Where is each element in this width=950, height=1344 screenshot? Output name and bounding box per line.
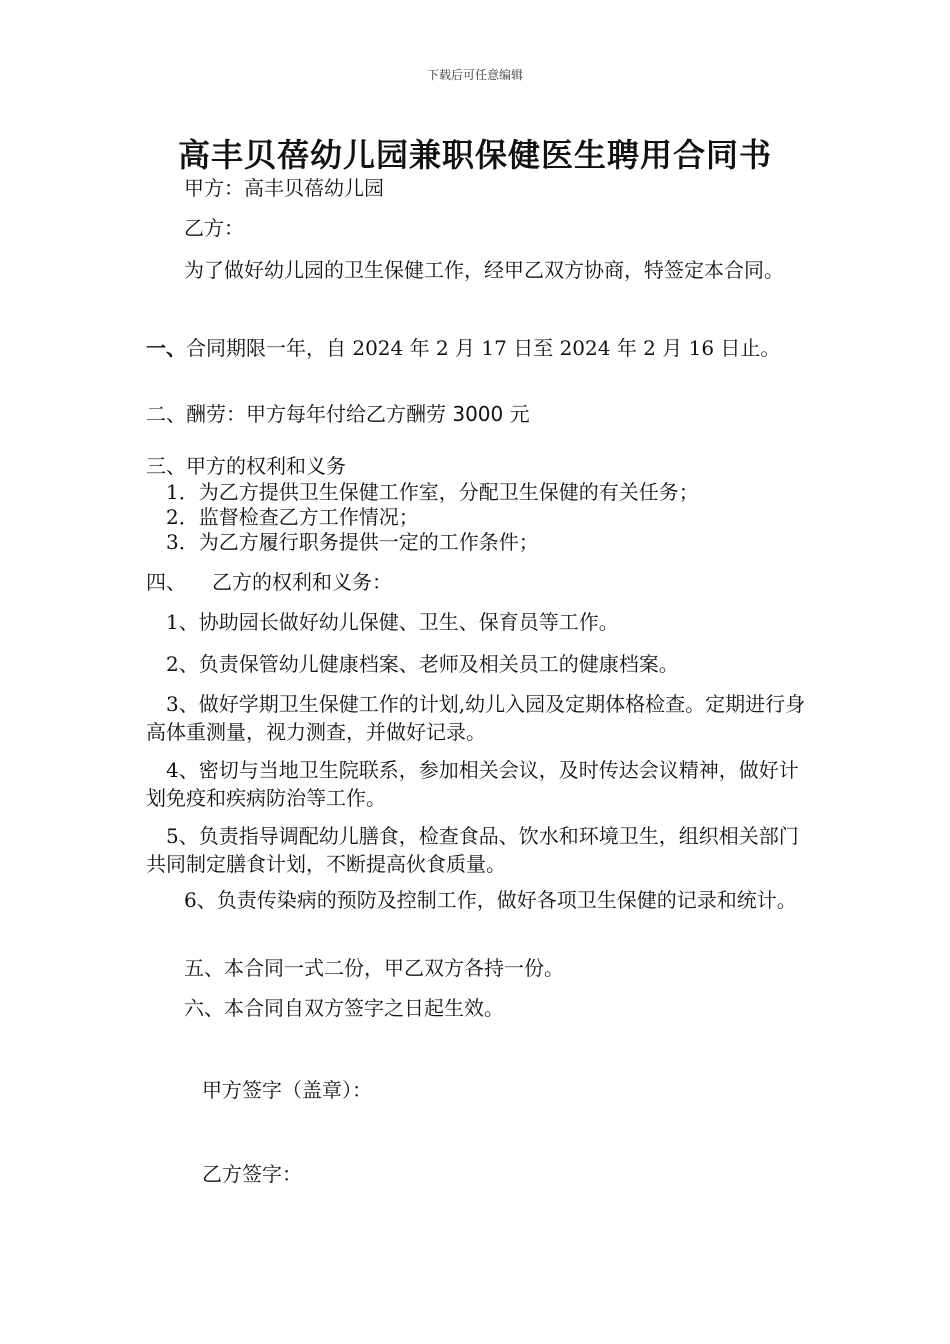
section-4-heading-line <box>146 568 392 596</box>
section-1 <box>146 334 780 362</box>
section-1-number: 一、 <box>146 336 186 360</box>
party-a-signature: 甲方签字（盖章）： <box>202 1078 372 1102</box>
section-3-item: 2．监督检查乙方工作情况； <box>166 505 419 529</box>
section-4-item: 5、负责指导调配幼儿膳食，检查食品、饮水和环境卫生，组织相关部门共同制定膳食计划，不断提高伙食质量。 <box>146 824 799 876</box>
header-note: 下载后可任意编辑 <box>426 68 523 82</box>
section-4-number: 四、 <box>146 570 186 594</box>
section-4-heading: 乙方的权利和义务： <box>212 570 392 594</box>
section-6: 六、本合同自双方签字之日起生效。 <box>184 996 504 1020</box>
section-3-item: 1．为乙方提供卫生保健工作室，分配卫生保健的有关任务； <box>166 480 699 504</box>
party-a-line: 甲方：高丰贝蓓幼儿园 <box>184 176 384 200</box>
section-3-item: 3．为乙方履行职务提供一定的工作条件； <box>166 530 539 554</box>
section-4-item: 3、做好学期卫生保健工作的计划,幼儿入园及定期体格检查。定期进行身高体重测量，视力测查，并做好记录。 <box>146 692 806 744</box>
section-3-heading: 三、甲方的权利和义务 <box>146 454 346 478</box>
section-1-text: 合同期限一年，自 2024 年 2 月 17 日至 2024 年 2 月 16 日止。 <box>186 336 781 360</box>
section-2: 二、酬劳：甲方每年付给乙方酬劳 3000 元 <box>146 402 530 426</box>
section-4-item: 6、负责传染病的预防及控制工作，做好各项卫生保健的记录和统计。 <box>184 888 797 912</box>
party-b-signature: 乙方签字： <box>202 1162 302 1186</box>
section-4-item: 2、负责保管幼儿健康档案、老师及相关员工的健康档案。 <box>166 652 679 676</box>
party-b-line: 乙方： <box>184 216 244 240</box>
intro-paragraph: 为了做好幼儿园的卫生保健工作，经甲乙双方协商，特签定本合同。 <box>184 258 784 282</box>
document-title: 高丰贝蓓幼儿园兼职保健医生聘用合同书 <box>177 136 772 174</box>
section-5: 五、本合同一式二份，甲乙双方各持一份。 <box>184 956 564 980</box>
section-4-item: 1、协助园长做好幼儿保健、卫生、保育员等工作。 <box>166 610 619 634</box>
section-4-item: 4、密切与当地卫生院联系，参加相关会议，及时传达会议精神，做好计划免疫和疾病防治等工作。 <box>146 758 799 810</box>
